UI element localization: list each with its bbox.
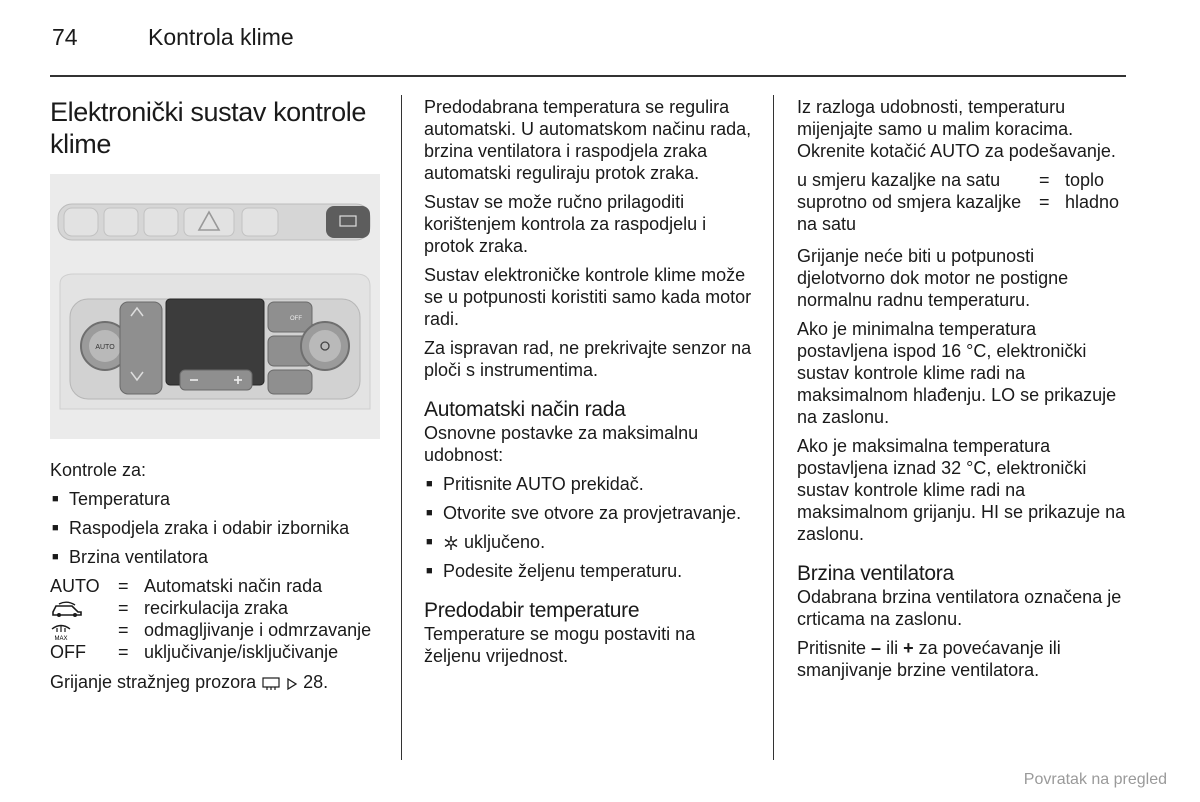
- list-item: ■ Otvorite sve otvore za provjetravanje.: [424, 502, 756, 524]
- paragraph: Temperature se mogu postaviti na željenu vrijednost.: [424, 624, 696, 666]
- paragraph: Za ispravan rad, ne prekrivajte senzor na ploči s instrumentima.: [424, 338, 752, 380]
- paragraph-text: Iz razloga udobnosti, temperaturu mijenjajte samo u malim koracima. Okrenite kotačić: [797, 97, 1074, 161]
- climate-control-panel-illustration: [50, 174, 380, 439]
- defrost-max-icon: [50, 619, 118, 641]
- paragraph: Predodabrana temperatura se regulira automatski. U automatskom načinu rada, brzina ventilatora i raspodjela zraka automatski reguliraju protok zraka.: [424, 97, 752, 183]
- svg-text:MAX: MAX: [54, 636, 68, 642]
- plus-symbol: +: [903, 638, 914, 658]
- list-item: ■ Podesite željenu temperaturu.: [424, 560, 756, 582]
- column-divider-2: [773, 95, 774, 760]
- def-eq: =: [118, 642, 129, 663]
- rear-heat-ref[interactable]: 28.: [303, 672, 329, 693]
- panel-auto-label: AUTO: [95, 344, 115, 351]
- paragraph-text: ili: [886, 638, 899, 658]
- minus-symbol: –: [871, 638, 882, 658]
- section-title: Kontrola klime: [148, 24, 294, 50]
- panel-off-label: OFF: [290, 316, 302, 322]
- main-heading: Elektronički sustav kontrole klime: [50, 97, 366, 159]
- def-value: uključivanje/isključivanje: [144, 642, 339, 663]
- def-key-auto: AUTO: [50, 576, 100, 596]
- paragraph: Ako je maksimalna temperatura postavljena iznad 32 °C, elektronički sustav kontrole klime radi na maksimalnom grijanju. HI se prikazuje na zaslonu.: [797, 436, 1126, 544]
- def-key-off: OFF: [50, 642, 86, 663]
- rear-heat-text: Grijanje stražnjeg prozora: [50, 672, 257, 693]
- column-2: [424, 96, 756, 674]
- list-item: ■ Brzina ventilatora: [50, 546, 380, 568]
- def-value: odmagljivanje i odmrzavanje: [144, 620, 372, 640]
- auto-keyword: AUTO: [930, 141, 980, 161]
- page-number: 74: [52, 24, 78, 50]
- paragraph-text: Pritisnite: [797, 638, 867, 658]
- paragraph: Sustav elektroničke kontrole klime može se u potpunosti koristiti samo kada motor radi.: [424, 265, 752, 329]
- paragraph-text: za povećavanje ili smanjivanje brzine ventilatora.: [797, 638, 1061, 680]
- paragraph: Odabrana brzina ventilatora označena je crticama na zaslonu.: [797, 587, 1122, 629]
- step-text: Pritisnite: [443, 474, 513, 494]
- paragraph: Ako je minimalna temperatura postavljena ispod 16 °C, elektronički sustav kontrole klime radi na maksimalnom hlađenju. LO se prikazuje na zaslonu.: [797, 319, 1117, 427]
- auto-intro: Osnovne postavke za maksimalnu udobnost:: [424, 423, 699, 465]
- def-eq: =: [1039, 170, 1050, 190]
- column-divider-1: [401, 95, 402, 760]
- auto-keyword: AUTO: [516, 474, 566, 494]
- page-reference-arrow-icon: [286, 672, 298, 692]
- heading-fan-speed: Brzina ventilatora: [797, 562, 954, 585]
- direction-result: toplo: [1065, 170, 1105, 190]
- header-divider: [50, 75, 1126, 77]
- ac-snowflake-icon: [443, 532, 459, 552]
- paragraph: Sustav se može ručno prilagoditi korištenjem kontrola za raspodjelu i protok zraka.: [424, 192, 707, 256]
- control-definitions: [50, 575, 380, 663]
- rear-window-heating-icon: [261, 672, 281, 692]
- heading-temperature-preset: Predodabir temperature: [424, 599, 640, 622]
- controls-intro: Kontrole za:: [50, 460, 147, 480]
- def-eq: =: [118, 620, 129, 640]
- list-item: ■ Raspodjela zraka i odabir izbornika: [50, 517, 380, 539]
- heading-auto-mode: Automatski način rada: [424, 398, 626, 421]
- column-3: [797, 96, 1127, 688]
- def-eq: =: [118, 576, 129, 596]
- def-eq: =: [118, 598, 129, 618]
- def-eq: =: [1039, 192, 1050, 212]
- rear-window-heating: [50, 671, 380, 693]
- paragraph-text: za podešavanje.: [984, 141, 1116, 161]
- step-text: uključeno.: [464, 532, 546, 552]
- def-value: recirkulacija zraka: [144, 598, 289, 618]
- direction-label: u smjeru kazaljke na satu: [797, 170, 1001, 190]
- list-item: [424, 473, 756, 495]
- list-item: ■ Temperatura: [50, 488, 380, 510]
- def-value: Automatski način rada: [144, 576, 323, 596]
- list-item: [424, 531, 756, 553]
- controls-list: [50, 488, 380, 568]
- direction-label: suprotno od smjera kazaljke na satu: [797, 192, 1022, 234]
- paragraph: [797, 96, 1127, 162]
- direction-result: hladno: [1065, 192, 1120, 212]
- rotation-direction-table: [797, 169, 1127, 235]
- step-text: prekidač.: [570, 474, 644, 494]
- column-1: [50, 96, 380, 700]
- auto-steps: [424, 473, 756, 582]
- back-to-overview-link[interactable]: Povratak na pregled: [1023, 771, 1167, 788]
- recirculation-icon: [50, 597, 118, 619]
- paragraph: Grijanje neće biti u potpunosti djelotvorno dok motor ne postigne normalnu radnu temperaturu.: [797, 246, 1069, 310]
- paragraph: [797, 637, 1127, 681]
